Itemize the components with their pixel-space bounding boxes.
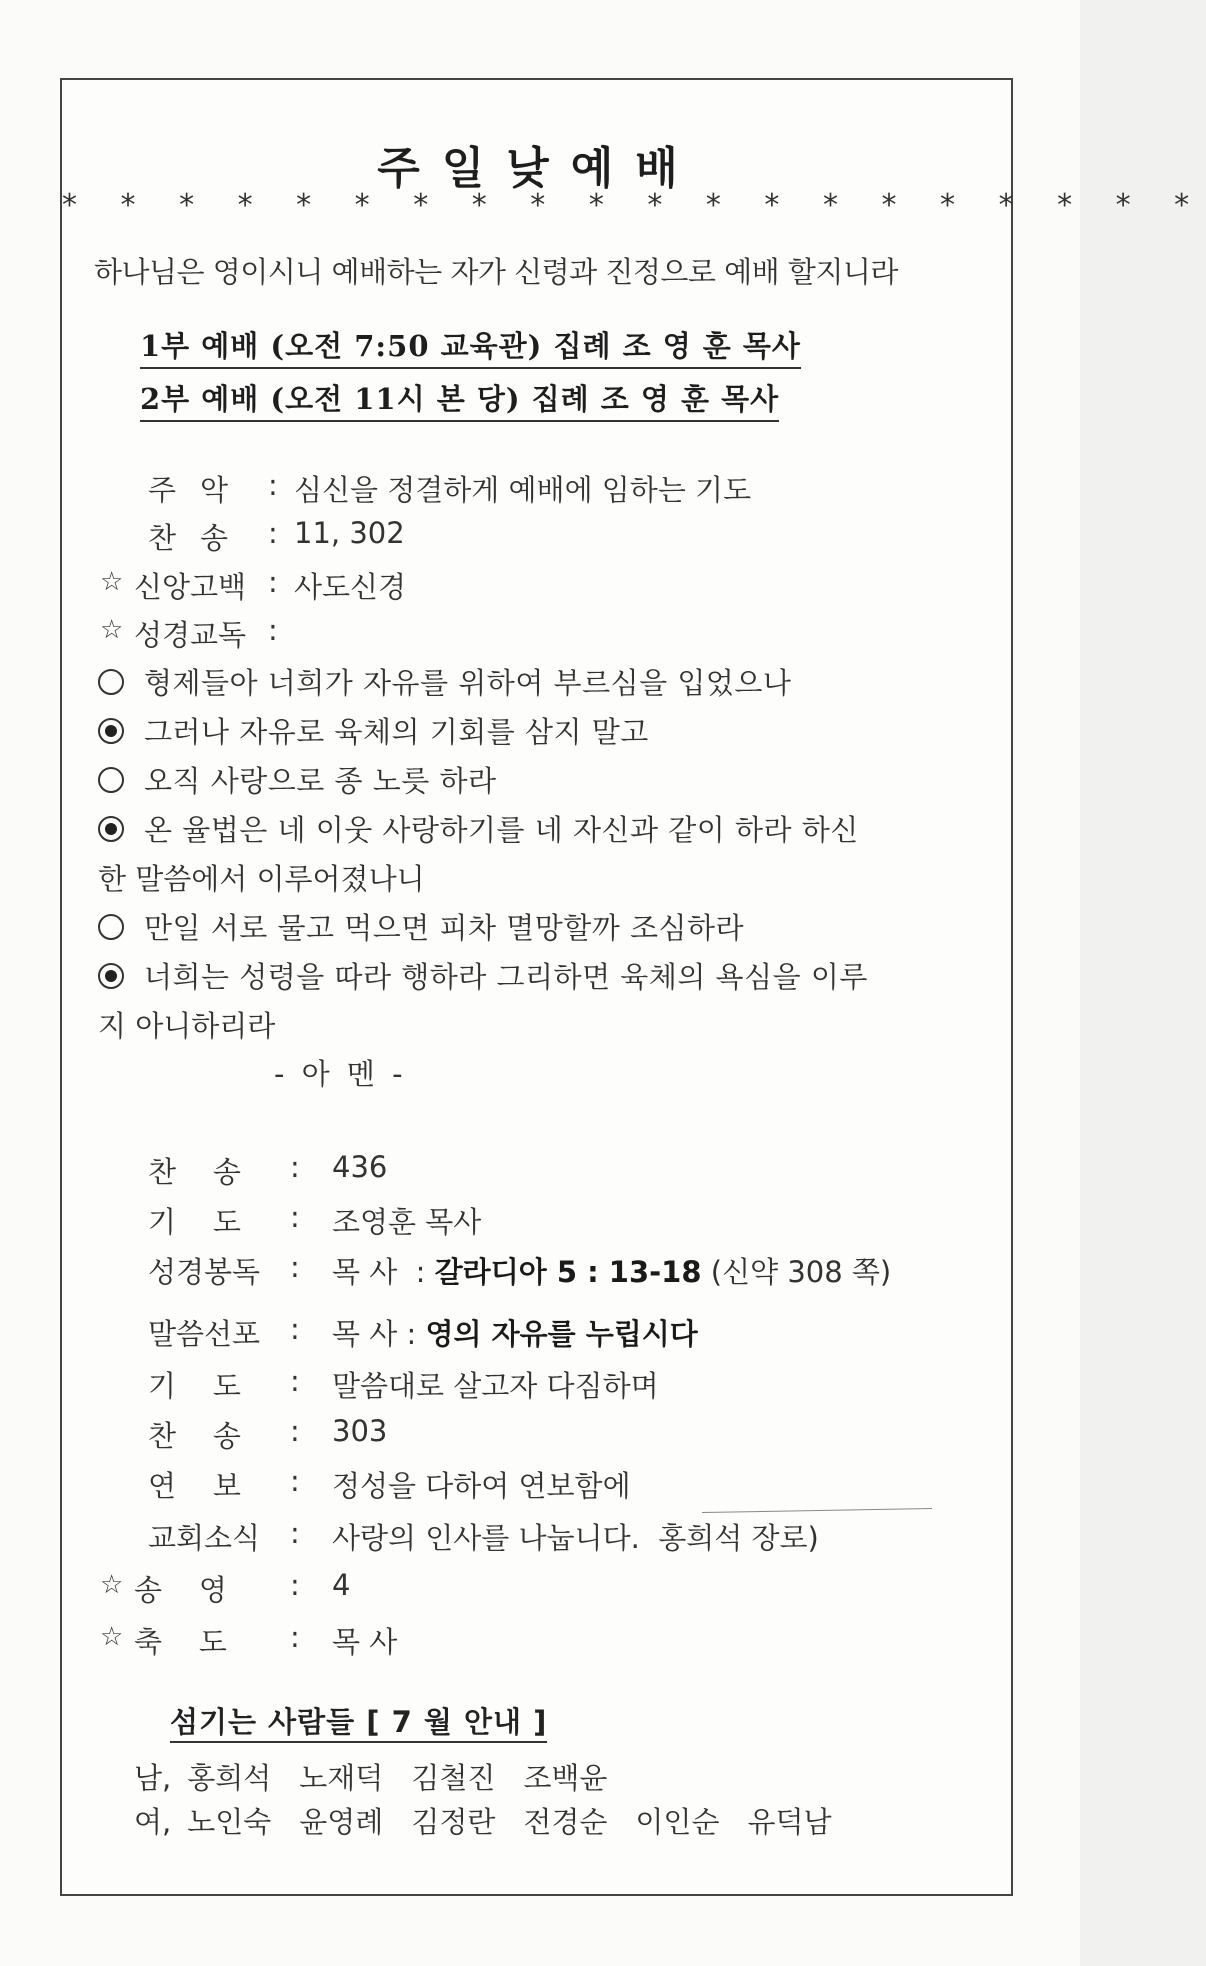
service-first: 1부 예배 (오전 7:50 교육관) 집례 조 영 훈 목사 <box>140 324 801 369</box>
order-item-hymn <box>62 516 1015 556</box>
order-value: 목 사 <box>332 1625 398 1659</box>
order-label: 기 도 <box>148 1205 241 1239</box>
star-icon: ☆ <box>100 567 124 597</box>
page-title: 주일낮예배 <box>377 143 700 194</box>
star-icon: ☆ <box>100 615 124 645</box>
reading-line: 너희는 성령을 따라 행하라 그리하면 육체의 욕심을 이루 <box>144 960 868 994</box>
usher-name: 조백윤 <box>523 1761 608 1795</box>
usher-name: 홍희석 <box>187 1761 272 1795</box>
reading-line-continued: 한 말씀에서 이루어졌나니 <box>98 862 425 896</box>
order-colon: : <box>290 1150 300 1184</box>
order-value-group <box>332 1312 698 1353</box>
star-icon: ☆ <box>100 1570 124 1600</box>
order-label: 찬 송 <box>148 1419 241 1453</box>
order-colon: : <box>268 613 278 647</box>
ushers-women <box>134 1800 860 1841</box>
usher-name: 이인순 <box>635 1805 720 1839</box>
order-value: 사랑의 인사를 나눕니다. 홍희석 장로) <box>332 1521 819 1555</box>
leader-circle-icon <box>98 767 124 793</box>
usher-name: 노인숙 <box>187 1805 272 1839</box>
order-colon: : <box>290 1464 300 1498</box>
ushers-men <box>134 1756 635 1797</box>
order-value: 정성을 다하여 연보함에 <box>332 1469 631 1503</box>
order-item-prayer-2 <box>62 1364 1015 1404</box>
order-label: 축 도 <box>134 1625 227 1659</box>
usher-name: 노재덕 <box>299 1761 384 1795</box>
reading-line: 만일 서로 물고 먹으면 피차 멸망할까 조심하라 <box>144 911 745 945</box>
order-item-confession <box>62 565 1015 605</box>
order-value: 목 사 : <box>332 1255 435 1289</box>
order-item-sermon <box>62 1312 1015 1352</box>
order-item-prelude <box>62 468 1015 508</box>
congregation-circle-icon <box>98 963 124 989</box>
ushers-heading: 섬기는 사람들 [ 7 월 안내 ] <box>170 1700 547 1743</box>
bulletin-frame <box>60 78 1206 1896</box>
order-label: 연 보 <box>148 1469 241 1503</box>
ushers-men-prefix: 남, <box>134 1761 172 1795</box>
order-value: 사도신경 <box>294 570 407 604</box>
order-value: 심신을 정결하게 예배에 임하는 기도 <box>294 473 752 507</box>
ushers-women-prefix: 여, <box>134 1805 172 1839</box>
order-label: 성경교독 <box>134 618 247 652</box>
order-item-scripture-reading <box>62 1250 1015 1290</box>
reading-line-continued: 지 아니하리라 <box>98 1009 276 1043</box>
order-item-doxology <box>62 1568 1015 1608</box>
order-value: 303 <box>332 1414 388 1448</box>
order-item-announcements <box>62 1516 1015 1556</box>
order-value: 목 사 : <box>332 1317 426 1351</box>
congregation-circle-icon <box>98 816 124 842</box>
reading-line: 그러나 자유로 육체의 기회를 삼지 말고 <box>144 715 649 749</box>
order-label: 기 도 <box>148 1369 241 1403</box>
order-colon: : <box>268 468 278 502</box>
usher-name: 윤영례 <box>299 1805 384 1839</box>
pen-stroke <box>702 1508 932 1513</box>
star-divider: * * * * * * * * * * * * * * * * * * * * <box>62 188 1206 223</box>
scripture-reference: 갈라디아 5 : 13-18 <box>434 1255 702 1289</box>
order-value: 조영훈 목사 <box>332 1205 482 1239</box>
amen: - 아 멘 - <box>274 1057 407 1091</box>
order-value: 11, 302 <box>294 516 405 550</box>
order-colon: : <box>290 1620 300 1654</box>
congregation-circle-icon <box>98 718 124 744</box>
order-label: 성경봉독 <box>148 1255 261 1289</box>
order-item-offering <box>62 1464 1015 1504</box>
reading-line: 온 율법은 네 이웃 사랑하기를 네 자신과 같이 하라 하신 <box>144 813 859 847</box>
order-label: 찬 송 <box>148 1155 241 1189</box>
order-label: 송 영 <box>134 1573 227 1607</box>
order-item-hymn-2 <box>62 1150 1015 1190</box>
service-second: 2부 예배 (오전 11시 본 당) 집례 조 영 훈 목사 <box>140 377 779 422</box>
order-colon: : <box>290 1364 300 1398</box>
order-colon: : <box>290 1516 300 1550</box>
order-label: 말씀선포 <box>148 1317 261 1351</box>
order-item-hymn-3 <box>62 1414 1015 1454</box>
reading-line: 형제들아 너희가 자유를 위하여 부르심을 입었으나 <box>144 666 792 700</box>
reading-line: 오직 사랑으로 종 노릇 하라 <box>144 764 497 798</box>
usher-name: 김정란 <box>411 1805 496 1839</box>
order-label: 찬송 <box>148 521 253 555</box>
order-colon: : <box>290 1568 300 1602</box>
usher-name: 전경순 <box>523 1805 608 1839</box>
usher-name: 김철진 <box>411 1761 496 1795</box>
order-item-reading <box>62 613 1015 653</box>
usher-name: 유덕남 <box>747 1805 832 1839</box>
order-label: 신앙고백 <box>134 570 247 604</box>
order-item-benediction <box>62 1620 1015 1660</box>
scripture-verse: 하나님은 영이시니 예배하는 자가 신령과 진정으로 예배 할지니라 <box>94 255 898 289</box>
order-colon: : <box>268 565 278 599</box>
order-label: 교회소식 <box>148 1521 261 1555</box>
order-colon: : <box>290 1200 300 1234</box>
leader-circle-icon <box>98 669 124 695</box>
order-value: 말씀대로 살고자 다짐하며 <box>332 1369 659 1403</box>
star-icon: ☆ <box>100 1622 124 1652</box>
order-value-group <box>332 1250 891 1291</box>
scripture-page: (신약 308 쪽) <box>701 1255 892 1289</box>
order-colon: : <box>290 1312 300 1346</box>
order-label: 주악 <box>148 473 253 507</box>
order-item-prayer <box>62 1200 1015 1240</box>
order-value: 4 <box>332 1568 351 1602</box>
order-colon: : <box>290 1250 300 1284</box>
order-colon: : <box>290 1414 300 1448</box>
order-colon: : <box>268 516 278 550</box>
sermon-title: 영의 자유를 누립시다 <box>425 1317 698 1351</box>
leader-circle-icon <box>98 914 124 940</box>
order-value: 436 <box>332 1150 388 1184</box>
